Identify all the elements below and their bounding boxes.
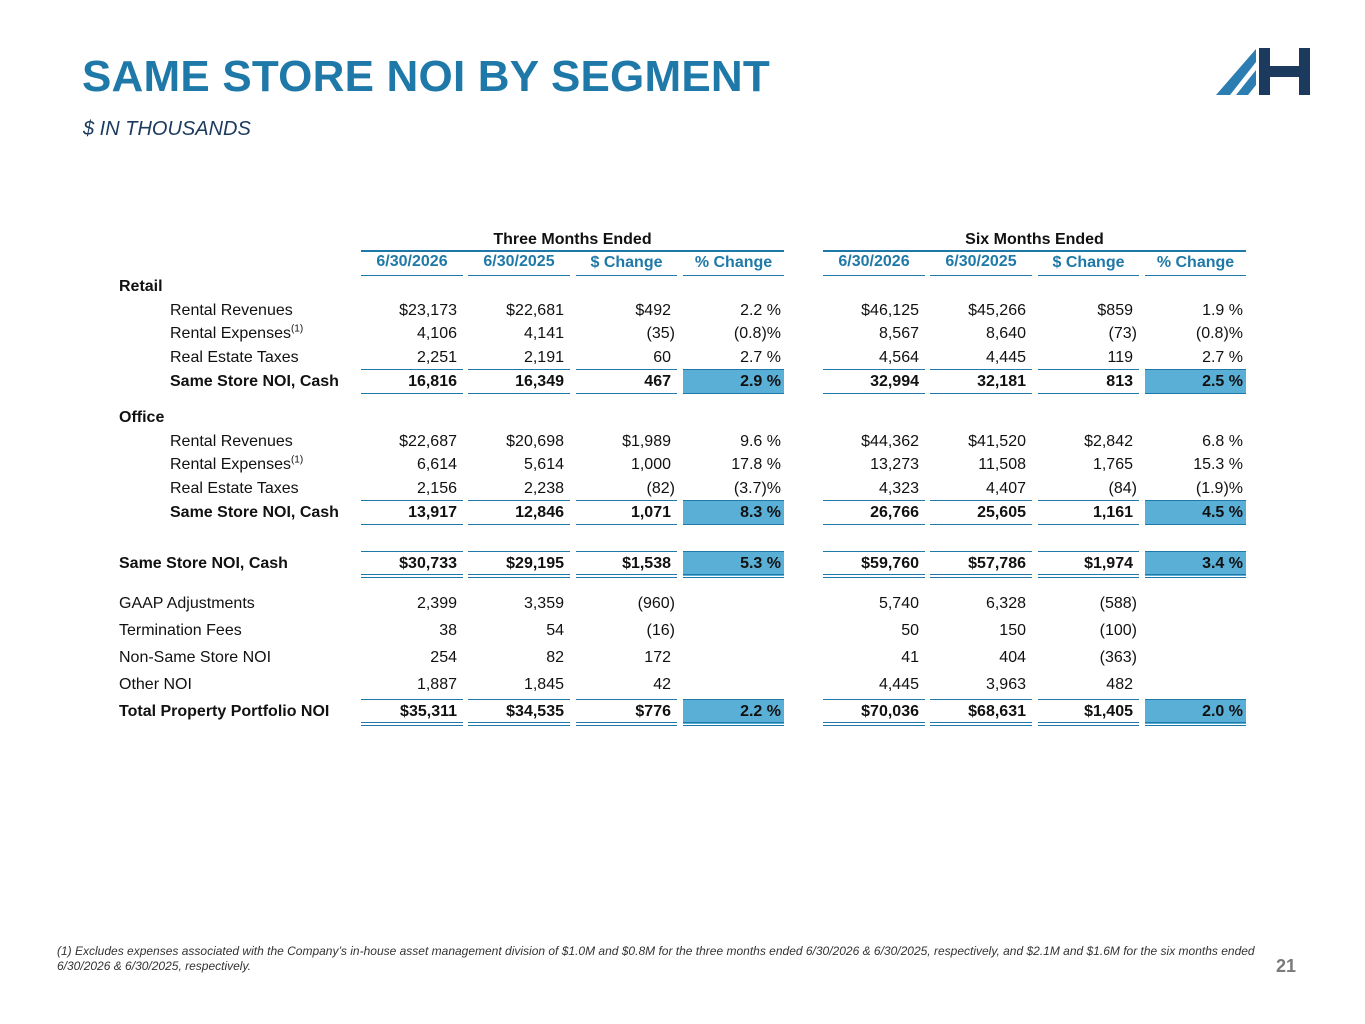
table-cell: 2.5 % — [1202, 373, 1243, 390]
table-cell: $1,538 — [622, 555, 671, 572]
table-cell: 4,445 — [878, 676, 919, 693]
table-cell: (588) — [1099, 595, 1137, 612]
column-header: 6/30/2025 — [945, 253, 1017, 270]
rule-line — [1038, 524, 1139, 525]
rule-line — [683, 369, 784, 370]
double-underline — [468, 574, 570, 578]
row-label-text: Total Property Portfolio NOI — [119, 703, 330, 720]
table-cell: 1,845 — [523, 676, 564, 693]
table-cell: $35,311 — [400, 703, 457, 720]
double-underline — [930, 574, 1032, 578]
table-cell: 11,508 — [978, 456, 1026, 473]
row-label-text: Office — [119, 409, 165, 426]
double-underline — [930, 722, 1032, 726]
table-cell: 32,994 — [870, 373, 919, 390]
rule-line — [823, 551, 925, 552]
table-cell: 2.2 % — [740, 703, 781, 720]
table-cell — [1145, 594, 1240, 614]
table-cell: $1,405 — [1084, 703, 1133, 720]
table-cell: 1,887 — [416, 676, 457, 693]
rule-line — [683, 393, 784, 394]
row-label — [119, 277, 163, 297]
table-cell: (100) — [1099, 622, 1137, 639]
table-cell: 482 — [1106, 676, 1133, 693]
table-cell: (84) — [1108, 480, 1137, 497]
rule-line — [576, 393, 677, 394]
table-cell: 6.8 % — [1202, 433, 1243, 450]
table-cell: 150 — [999, 622, 1026, 639]
table-cell: 1,000 — [630, 456, 671, 473]
double-underline — [823, 722, 925, 726]
table-cell: 42 — [653, 676, 671, 693]
rule-line — [1038, 500, 1139, 501]
table-cell: $776 — [635, 703, 671, 720]
table-cell: 172 — [644, 649, 671, 666]
rule-line — [1145, 551, 1246, 552]
table-cell — [1145, 648, 1240, 668]
row-label — [119, 408, 164, 428]
rule-line — [683, 699, 784, 700]
column-group-header: Three Months Ended — [493, 231, 652, 248]
double-underline — [468, 722, 570, 726]
rule-line — [468, 699, 570, 700]
rule-line — [1145, 275, 1246, 276]
table-cell: $1,974 — [1084, 555, 1133, 572]
table-cell: 3,963 — [985, 676, 1026, 693]
row-label-text: Rental Revenues — [170, 433, 293, 450]
rule-line — [361, 524, 463, 525]
rule-line — [1038, 699, 1139, 700]
rule-line — [576, 275, 677, 276]
table-cell: $23,173 — [399, 302, 457, 319]
table-cell: (0.8)% — [733, 325, 781, 342]
rule-line — [823, 393, 925, 394]
rule-line — [1145, 524, 1246, 525]
row-label — [170, 479, 299, 499]
rule-line — [1145, 500, 1246, 501]
rule-line — [683, 551, 784, 552]
table-cell: $57,786 — [968, 555, 1026, 572]
rule-line — [468, 551, 570, 552]
row-label-text: Termination Fees — [119, 622, 242, 639]
table-cell: $22,681 — [506, 302, 564, 319]
double-underline — [683, 574, 784, 578]
table-cell: 2.9 % — [740, 373, 781, 390]
rule-line — [823, 500, 925, 501]
table-cell: 2.2 % — [740, 302, 781, 319]
row-label — [119, 594, 255, 614]
page-title: SAME STORE NOI BY SEGMENT — [82, 52, 770, 101]
footnote: (1) Excludes expenses associated with the Company’s in-house asset management division of $1.0M and $0.8M for the three months ended 6/30/2026 & 6/30/2025, respectively, and $2.1M and $1.6M for the six months ended 6/30/2026 & 6/30/2025, respectively. — [57, 944, 1255, 973]
table-cell: 13,273 — [870, 456, 919, 473]
table-cell — [683, 648, 778, 668]
table-cell: 2,399 — [416, 595, 457, 612]
table-cell: 17.8 % — [731, 456, 781, 473]
double-underline — [576, 574, 677, 578]
table-cell: 5.3 % — [740, 555, 781, 572]
row-label — [170, 372, 339, 392]
table-cell: 2.7 % — [1202, 349, 1243, 366]
row-label — [170, 455, 303, 475]
rule-line — [361, 500, 463, 501]
table-cell: 25,605 — [977, 504, 1026, 521]
table-cell: (1.9)% — [1195, 480, 1243, 497]
row-label-text: Same Store NOI, Cash — [170, 373, 339, 390]
table-cell: 467 — [644, 373, 671, 390]
table-cell: (73) — [1108, 325, 1137, 342]
table-cell: 6,614 — [416, 456, 457, 473]
row-label — [170, 348, 299, 368]
column-group-header: Six Months Ended — [965, 231, 1104, 248]
row-label — [119, 621, 242, 641]
rule-line — [576, 699, 677, 700]
row-label-text: Same Store NOI, Cash — [170, 504, 339, 521]
table-cell: $70,036 — [861, 703, 919, 720]
rule-line — [930, 500, 1032, 501]
table-cell: $30,733 — [399, 555, 457, 572]
table-cell: 60 — [653, 349, 671, 366]
table-cell: 254 — [430, 649, 457, 666]
table-cell: 8.3 % — [740, 504, 781, 521]
table-cell: $45,266 — [968, 302, 1026, 319]
table-cell: $44,362 — [861, 433, 919, 450]
rule-line — [930, 524, 1032, 525]
table-cell: 13,917 — [408, 504, 457, 521]
table-cell: 2,191 — [523, 349, 564, 366]
row-label-text: Real Estate Taxes — [170, 480, 299, 497]
table-cell: 3,359 — [523, 595, 564, 612]
table-cell: 26,766 — [870, 504, 919, 521]
table-cell — [683, 621, 778, 641]
table-cell — [683, 594, 778, 614]
row-label — [170, 432, 293, 452]
table-cell: (363) — [1099, 649, 1137, 666]
double-underline — [361, 722, 463, 726]
rule-line — [1038, 369, 1139, 370]
table-cell: 54 — [546, 622, 564, 639]
rule-line — [576, 524, 677, 525]
table-cell: 2.0 % — [1202, 703, 1243, 720]
table-cell: 813 — [1106, 373, 1133, 390]
row-label-text: Same Store NOI, Cash — [119, 555, 288, 572]
rule-line — [1145, 699, 1246, 700]
double-underline — [683, 722, 784, 726]
table-cell: $29,195 — [506, 555, 564, 572]
table-cell: 38 — [439, 622, 457, 639]
rule-line — [1038, 393, 1139, 394]
table-cell: 1.9 % — [1202, 302, 1243, 319]
rule-line — [823, 369, 925, 370]
table-cell: $46,125 — [861, 302, 919, 319]
rule-line — [930, 699, 1032, 700]
table-cell: 16,349 — [515, 373, 564, 390]
table-cell: 4,323 — [878, 480, 919, 497]
table-cell: 2,238 — [523, 480, 564, 497]
rule-line — [683, 275, 784, 276]
column-header: % Change — [1156, 254, 1235, 271]
double-underline — [361, 574, 463, 578]
rule-line — [683, 524, 784, 525]
row-label-text: Retail — [119, 278, 163, 295]
rule-line — [468, 500, 570, 501]
table-cell: 4,445 — [985, 349, 1026, 366]
table-cell: 32,181 — [977, 373, 1026, 390]
column-header: % Change — [694, 254, 773, 271]
column-header: $ Change — [1052, 254, 1125, 271]
table-cell: 4,106 — [416, 325, 457, 342]
row-label-text: Other NOI — [119, 676, 192, 693]
column-header: 6/30/2026 — [376, 253, 448, 270]
double-underline — [576, 722, 677, 726]
table-cell — [1145, 675, 1240, 695]
table-cell: (0.8)% — [1195, 325, 1243, 342]
row-label — [170, 324, 303, 344]
table-cell: 82 — [546, 649, 564, 666]
column-header: $ Change — [590, 254, 663, 271]
rule-line — [361, 551, 463, 552]
table-cell: 3.4 % — [1202, 555, 1243, 572]
footnote-marker: (1) — [290, 323, 304, 335]
row-label-text: Real Estate Taxes — [170, 349, 299, 366]
rule-line — [361, 699, 463, 700]
double-underline — [823, 574, 925, 578]
table-cell: $59,760 — [861, 555, 919, 572]
rule-line — [468, 524, 570, 525]
table-cell: 1,161 — [1092, 504, 1133, 521]
rule-line — [930, 369, 1032, 370]
rule-line — [576, 551, 677, 552]
table-cell: 12,846 — [515, 504, 564, 521]
rule-line — [683, 500, 784, 501]
double-underline — [1145, 574, 1246, 578]
table-cell: 41 — [901, 649, 919, 666]
rule-line — [930, 551, 1032, 552]
page-number: 21 — [1275, 956, 1296, 976]
row-label-text: GAAP Adjustments — [119, 595, 255, 612]
table-cell: 119 — [1107, 349, 1133, 366]
table-cell: (82) — [646, 480, 675, 497]
table-cell: 4,564 — [878, 349, 919, 366]
rule-line — [468, 275, 570, 276]
rule-line — [576, 500, 677, 501]
rule-line — [1038, 275, 1139, 276]
double-underline — [1038, 574, 1139, 578]
table-cell: $2,842 — [1084, 433, 1133, 450]
row-label-text: Rental Revenues — [170, 302, 293, 319]
rule-line — [468, 369, 570, 370]
table-cell: $41,520 — [968, 433, 1026, 450]
table-cell: 5,614 — [523, 456, 564, 473]
column-header: 6/30/2026 — [838, 253, 910, 270]
table-cell: (3.7)% — [733, 480, 781, 497]
rule-line — [361, 393, 463, 394]
rule-line — [576, 369, 677, 370]
table-cell: 404 — [999, 649, 1026, 666]
table-cell: 5,740 — [878, 595, 919, 612]
row-label — [119, 702, 329, 722]
rule-line — [361, 275, 463, 276]
table-cell: $20,698 — [506, 433, 564, 450]
footnote-marker: (1) — [290, 454, 304, 466]
table-cell: (960) — [637, 595, 675, 612]
row-label — [119, 675, 192, 695]
table-cell: 2,251 — [416, 349, 457, 366]
table-cell — [683, 675, 778, 695]
double-underline — [1038, 722, 1139, 726]
table-cell: 8,567 — [878, 325, 919, 342]
page-subtitle: $ IN THOUSANDS — [83, 118, 251, 140]
rule-line — [468, 393, 570, 394]
rule-line — [1038, 551, 1139, 552]
table-cell: $22,687 — [399, 433, 457, 450]
rule-line — [930, 275, 1032, 276]
table-cell: 4.5 % — [1202, 504, 1243, 521]
table-cell: $68,631 — [968, 703, 1026, 720]
row-label — [119, 554, 288, 574]
table-cell: $859 — [1097, 302, 1133, 319]
table-cell — [1145, 621, 1240, 641]
table-cell: 50 — [901, 622, 919, 639]
table-cell: 16,816 — [408, 373, 457, 390]
rule-line — [930, 393, 1032, 394]
row-label — [170, 301, 293, 321]
table-cell: 9.6 % — [740, 433, 781, 450]
rule-line — [823, 699, 925, 700]
table-cell: 2,156 — [416, 480, 457, 497]
table-cell: $34,535 — [506, 703, 564, 720]
table-cell: (35) — [646, 325, 675, 342]
table-cell: 1,071 — [630, 504, 671, 521]
rule-line — [1145, 369, 1246, 370]
table-cell: $1,989 — [622, 433, 671, 450]
table-cell: (16) — [646, 622, 675, 639]
row-label-text: Rental Expenses — [170, 456, 291, 473]
rule-line — [823, 275, 925, 276]
table-cell: 15.3 % — [1193, 456, 1243, 473]
row-label-text: Rental Expenses — [170, 325, 291, 342]
column-header: 6/30/2025 — [483, 253, 555, 270]
double-underline — [1145, 722, 1246, 726]
row-label-text: Non-Same Store NOI — [119, 649, 272, 666]
row-label — [119, 648, 271, 668]
table-cell: 1,765 — [1092, 456, 1133, 473]
table-cell: $492 — [635, 302, 671, 319]
table-cell: 4,141 — [523, 325, 564, 342]
table-cell: 4,407 — [985, 480, 1026, 497]
rule-line — [361, 369, 463, 370]
table-cell: 2.7 % — [740, 349, 781, 366]
table-cell: 6,328 — [985, 595, 1026, 612]
rule-line — [1145, 393, 1246, 394]
row-label — [170, 503, 339, 523]
table-cell: 8,640 — [985, 325, 1026, 342]
rule-line — [823, 524, 925, 525]
